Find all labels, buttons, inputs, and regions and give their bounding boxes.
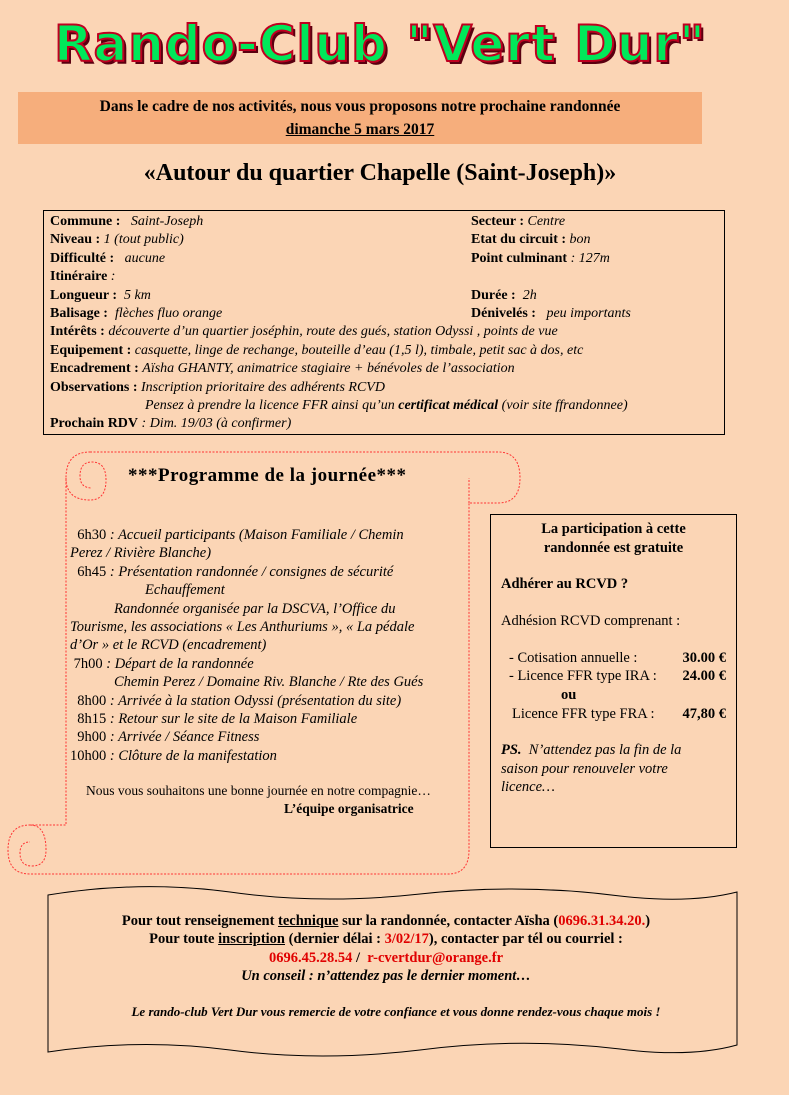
contact-advice: Un conseil : n’attendez pas le dernier moment… <box>241 968 531 985</box>
free-line-1: La participation à cette <box>541 521 686 537</box>
obs2-a: Pensez à prendre la licence FFR ainsi qu’un <box>145 397 395 413</box>
difficulte-label: Difficulté : <box>50 250 115 266</box>
programme-line <box>70 747 465 765</box>
deadline-date: 3/02/17 <box>384 931 429 948</box>
longueur-value: 5 km <box>124 287 151 303</box>
prog-text-4: Randonnée organisée par la DSCVA, l’Office du <box>114 600 396 617</box>
prog-text-2: : Présentation randonnée / consignes de sécurité <box>109 563 394 580</box>
obs2-c: (voir site ffrandonnee) <box>501 397 628 413</box>
adhesion-line: Adhésion RCVD comprenant : <box>501 613 681 629</box>
contact-text: ) <box>645 913 651 929</box>
ps-label: PS. <box>501 742 522 758</box>
programme-line <box>70 600 465 618</box>
programme-line <box>70 710 465 728</box>
obs2-certificat: certificat médical <box>398 397 499 413</box>
point-label: Point culminant <box>471 250 568 266</box>
equipement-value: casquette, linge de rechange, bouteille d’eau (1,5 l), timbale, petit sac à dos, etc <box>134 342 584 358</box>
programme-line <box>70 692 465 710</box>
longueur-label: Longueur : <box>50 287 118 303</box>
hike-date: dimanche 5 mars 2017 <box>285 121 435 138</box>
programme-line <box>70 618 465 636</box>
ps-line-3: licence… <box>501 779 555 795</box>
contact-block <box>46 912 726 986</box>
prog-time-2: 6h45 <box>77 563 107 580</box>
contact-phone-aisha[interactable]: 0696.31.34.20. <box>558 913 646 929</box>
rdv-label: Prochain RDV <box>50 416 139 432</box>
prog-time-7: 7h00 <box>73 655 103 672</box>
adherer-heading: Adhérer au RCVD ? <box>501 576 629 592</box>
secteur-value: Centre <box>527 214 566 229</box>
encadrement-value: Aïsha GHANTY, animatrice stagiaire + bénévoles de l’association <box>142 361 515 377</box>
programme-line <box>70 544 465 562</box>
contact-email[interactable]: r-cvertdur@orange.fr <box>367 949 504 966</box>
prog-time-0: 6h30 <box>77 527 107 543</box>
programme-line <box>70 526 465 544</box>
ou-text: ou <box>561 687 577 703</box>
ps-text-1: N’attendez pas la fin de la <box>528 742 682 758</box>
fra-value: 47,80 € <box>682 706 726 722</box>
fra-label: Licence FFR type FRA : <box>512 706 655 722</box>
denivele-value: peu importants <box>546 305 631 321</box>
itineraire-value: : <box>110 269 116 285</box>
prog-time-11: 9h00 <box>77 729 107 746</box>
prog-text-7: : Départ de la randonnée <box>106 655 254 672</box>
rdv-value: : Dim. 19/03 (à confirmer) <box>141 416 292 432</box>
contact-phone[interactable]: 0696.45.28.54 <box>268 949 353 966</box>
prog-text-5: Tourisme, les associations « Les Anthuriums », « La pédale <box>70 619 415 636</box>
prog-text-10: : Retour sur le site de la Maison Familiale <box>109 711 358 728</box>
cotisation-label: - Cotisation annuelle : <box>509 650 638 666</box>
encadrement-label: Encadrement : <box>50 361 139 377</box>
denivele-label: Dénivelés : <box>471 305 536 321</box>
programme-line <box>70 728 465 746</box>
prog-text-3: Echauffement <box>145 582 225 599</box>
prog-text-0: : Accueil participants (Maison Familiale / Chemin <box>109 527 404 543</box>
prog-text-12: : Clôture de la manifestation <box>109 747 277 764</box>
observations-label: Observations : <box>50 379 138 395</box>
prog-text-6: d’Or » et le RCVD (encadrement) <box>70 637 267 654</box>
programme-line <box>70 673 465 691</box>
niveau-value: 1 (tout public) <box>103 232 184 248</box>
ira-value: 24.00 € <box>682 668 726 684</box>
interets-label: Intérêts : <box>50 324 105 340</box>
contact-technique: technique <box>278 913 339 929</box>
programme-line <box>70 636 465 654</box>
etat-label: Etat du circuit : <box>471 232 567 248</box>
contact-text: Pour toute <box>149 931 215 948</box>
contact-line-2 <box>46 930 726 948</box>
wish-text: Nous vous souhaitons une bonne journée en notre compagnie… <box>86 783 431 798</box>
hike-title: «Autour du quartier Chapelle (Saint-Joseph)» <box>143 160 617 186</box>
balisage-label: Balisage : <box>50 305 108 321</box>
contact-text: sur la randonnée, contacter Aïsha ( <box>342 913 559 929</box>
programme-line <box>70 655 465 673</box>
free-line-2: randonnée est gratuite <box>543 540 684 556</box>
prog-text-8: Chemin Perez / Domaine Riv. Blanche / Rte des Gués <box>114 674 424 691</box>
ps-line-2: saison pour renouveler votre <box>501 761 668 777</box>
prog-time-12: 10h00 <box>70 747 107 764</box>
cotisation-value: 30.00 € <box>682 650 726 666</box>
contact-text: (dernier délai : <box>288 931 381 948</box>
commune-label: Commune : <box>50 214 121 229</box>
prog-time-10: 8h15 <box>77 711 107 728</box>
programme-title: ***Programme de la journée*** <box>128 465 407 486</box>
intro-line: Dans le cadre de nos activités, nous vous proposons notre prochaine randonnée <box>99 98 621 115</box>
team-signature: L’équipe organisatrice <box>284 801 414 816</box>
observations-value: Inscription prioritaire des adhérents RCVD <box>141 379 385 395</box>
commune-value: Saint-Joseph <box>130 214 204 229</box>
thanks-line: Le rando-club Vert Dur vous remercie de votre confiance et vous donne rendez-vous chaque mois ! <box>131 1004 661 1019</box>
balisage-value: flèches fluo orange <box>114 305 223 321</box>
point-value: : 127m <box>570 250 610 266</box>
prog-text-1: Perez / Rivière Blanche) <box>70 545 212 562</box>
contact-text: Pour tout renseignement <box>121 913 275 929</box>
programme-line <box>70 563 465 581</box>
duree-label: Durée : <box>471 287 516 303</box>
prog-time-9: 8h00 <box>77 692 107 709</box>
membership-box <box>490 514 737 848</box>
prog-text-9: : Arrivée à la station Odyssi (présentation du site) <box>109 692 402 709</box>
ps-line-1 <box>501 741 681 760</box>
contact-line-1 <box>46 912 726 930</box>
contact-separator: / <box>355 949 361 966</box>
club-title: Rando-Club "Vert Dur" <box>53 15 707 73</box>
contact-line-3 <box>46 949 726 967</box>
contact-inscription: inscription <box>218 931 285 948</box>
itineraire-label: Itinéraire <box>50 269 108 285</box>
equipement-label: Equipement : <box>50 342 132 358</box>
difficulte-value: aucune <box>124 250 166 266</box>
niveau-label: Niveau : <box>50 232 101 248</box>
duree-value: 2h <box>522 287 537 303</box>
secteur-label: Secteur : <box>471 214 524 229</box>
contact-text: ), contacter par tél ou courriel : <box>428 931 623 948</box>
programme-list <box>70 526 465 765</box>
prog-text-11: : Arrivée / Séance Fitness <box>109 729 260 746</box>
programme-line <box>70 581 465 599</box>
etat-value: bon <box>569 232 591 248</box>
interets-value: découverte d’un quartier joséphin, route des gués, station Odyssi , points de vue <box>108 324 558 340</box>
ira-label: - Licence FFR type IRA : <box>509 668 657 684</box>
